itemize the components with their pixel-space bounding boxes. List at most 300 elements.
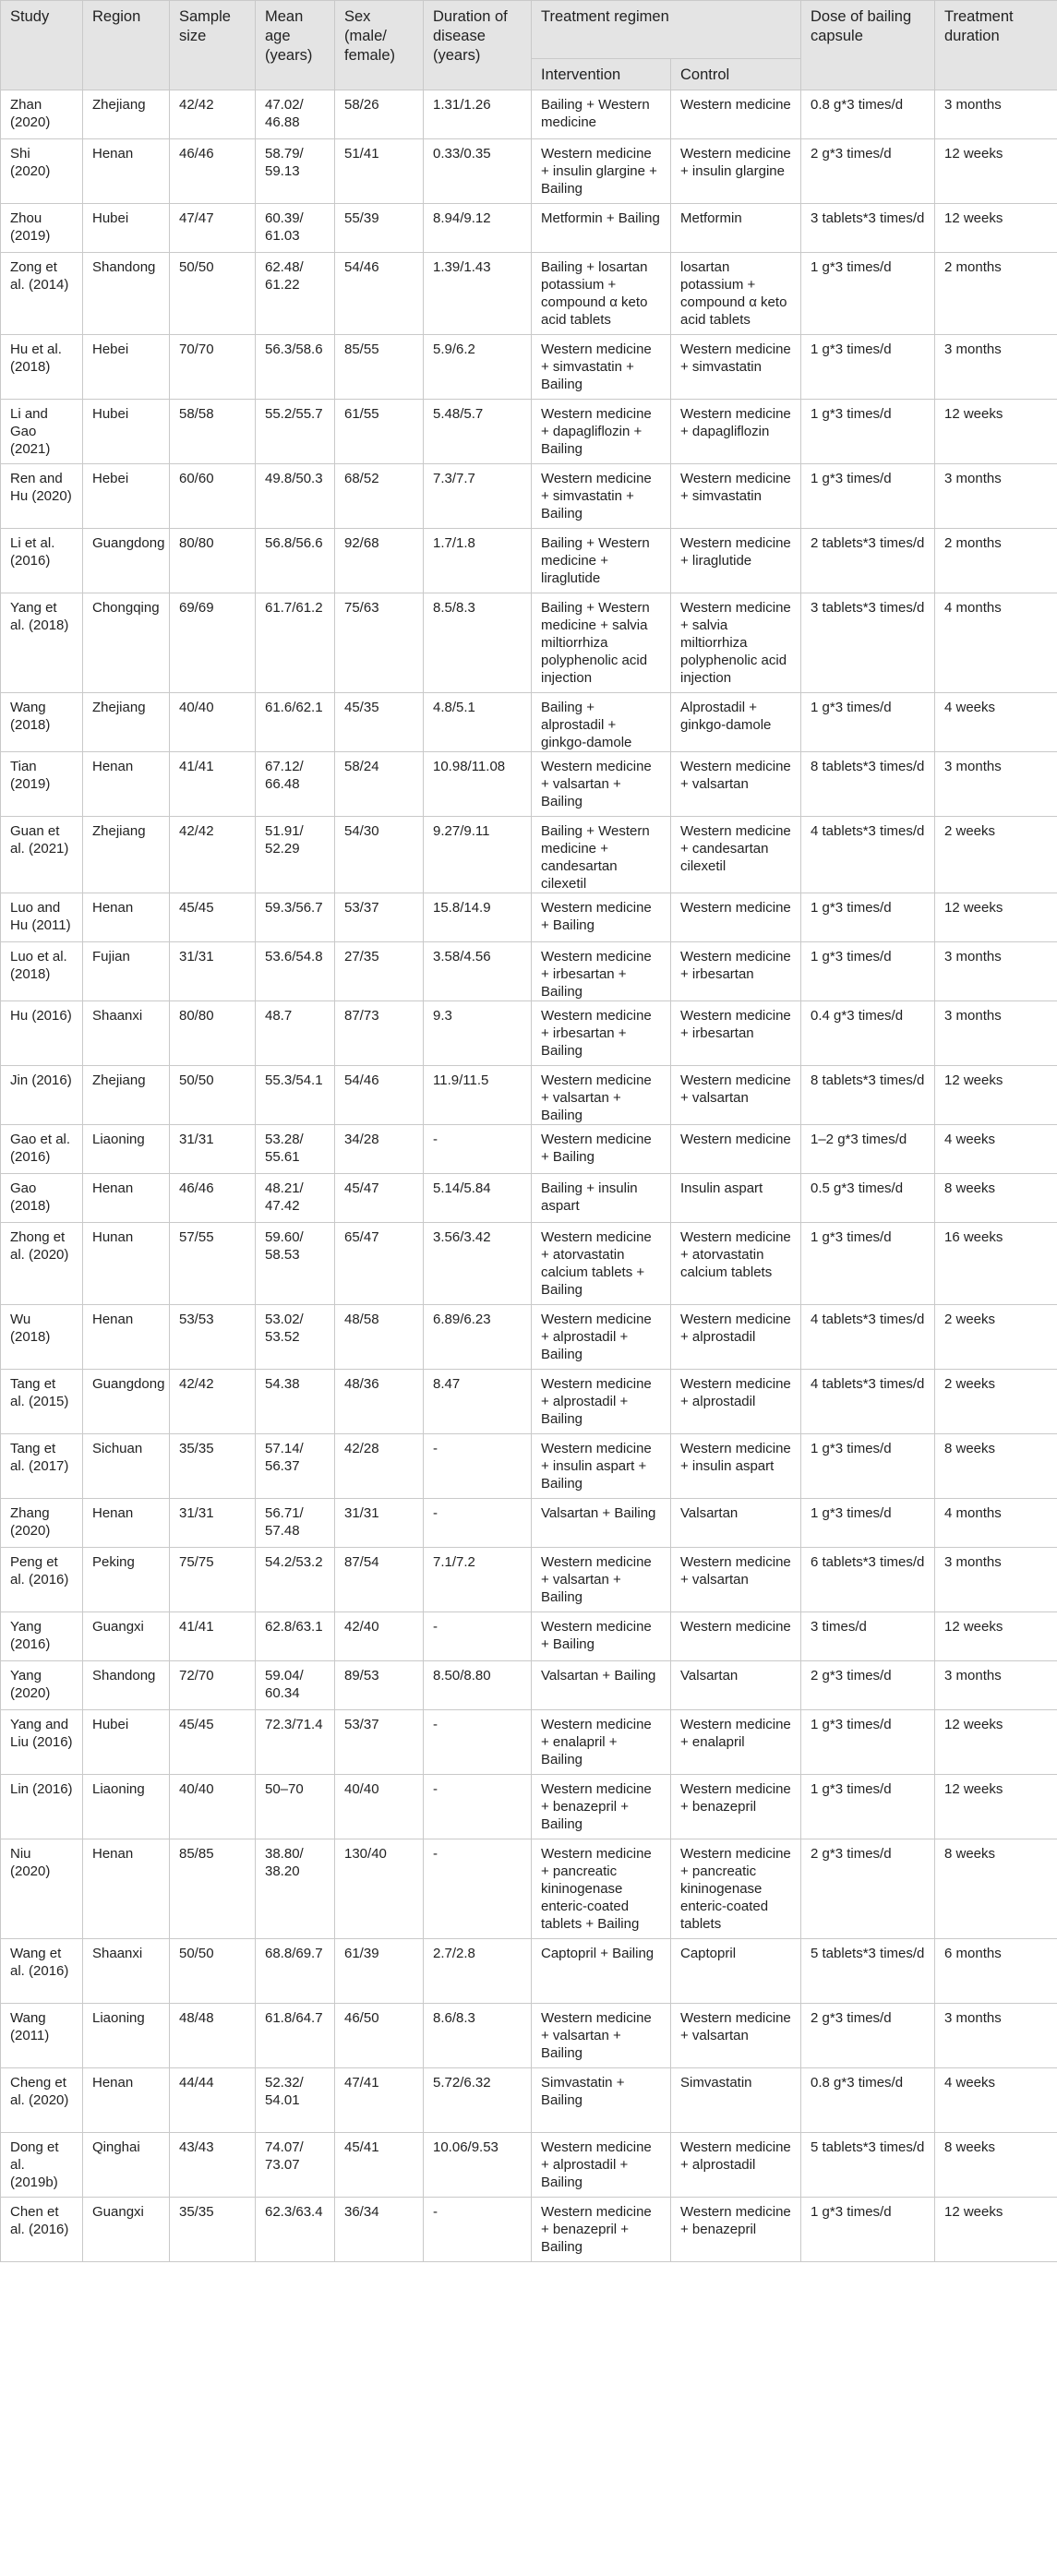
- table-row: [1, 1125, 1057, 1174]
- intervention-cell: Western medicine + alprostadil + Bailing: [532, 1305, 671, 1370]
- treatment-duration-cell: 4 weeks: [935, 2068, 1057, 2133]
- sex-cell: 45/41: [335, 2133, 424, 2198]
- dose-cell: 1 g*3 times/d: [801, 1710, 935, 1775]
- sex-cell: 54/46: [335, 1066, 424, 1125]
- dose-cell: 1 g*3 times/d: [801, 253, 935, 335]
- control-cell: Western medicine + dapagliflozin: [671, 400, 801, 464]
- header-duration-of-disease: Duration of disease (years): [424, 1, 532, 90]
- table-row: [1, 529, 1057, 593]
- mean-age-cell: 62.3/63.4: [256, 2198, 335, 2262]
- sex-cell: 48/36: [335, 1370, 424, 1434]
- region-cell: Zhejiang: [83, 817, 170, 893]
- region-cell: Liaoning: [83, 1775, 170, 1839]
- sex-cell: 85/55: [335, 335, 424, 400]
- mean-age-cell: 53.28/ 55.61: [256, 1125, 335, 1174]
- dose-cell: 1 g*3 times/d: [801, 942, 935, 1001]
- region-cell: Shaanxi: [83, 1939, 170, 2004]
- study-cell: Wang (2011): [1, 2004, 83, 2068]
- sex-cell: 46/50: [335, 2004, 424, 2068]
- study-cell: Zhang (2020): [1, 1499, 83, 1548]
- duration-cell: 3.56/3.42: [424, 1223, 532, 1305]
- control-cell: Western medicine + insulin glargine: [671, 139, 801, 204]
- sex-cell: 47/41: [335, 2068, 424, 2133]
- mean-age-cell: 48.21/ 47.42: [256, 1174, 335, 1223]
- dose-cell: 1 g*3 times/d: [801, 1775, 935, 1839]
- sex-cell: 89/53: [335, 1661, 424, 1710]
- control-cell: Western medicine + atorvastatin calcium tablets: [671, 1223, 801, 1305]
- treatment-duration-cell: 12 weeks: [935, 204, 1057, 253]
- control-cell: Western medicine + simvastatin: [671, 335, 801, 400]
- table-row: [1, 1548, 1057, 1612]
- table-row: [1, 1001, 1057, 1066]
- region-cell: Zhejiang: [83, 693, 170, 752]
- intervention-cell: Western medicine + pancreatic kininogenase enteric-coated tablets + Bailing: [532, 1839, 671, 1939]
- treatment-duration-cell: 8 weeks: [935, 1434, 1057, 1499]
- duration-cell: 5.9/6.2: [424, 335, 532, 400]
- study-cell: Yang (2020): [1, 1661, 83, 1710]
- mean-age-cell: 74.07/ 73.07: [256, 2133, 335, 2198]
- study-cell: Luo and Hu (2011): [1, 893, 83, 942]
- header-treatment-duration: Treatment duration: [935, 1, 1057, 90]
- region-cell: Sichuan: [83, 1434, 170, 1499]
- sample-size-cell: 48/48: [170, 2004, 256, 2068]
- intervention-cell: Bailing + insulin aspart: [532, 1174, 671, 1223]
- region-cell: Guangdong: [83, 1370, 170, 1434]
- dose-cell: 0.5 g*3 times/d: [801, 1174, 935, 1223]
- treatment-duration-cell: 4 months: [935, 1499, 1057, 1548]
- study-cell: Zong et al. (2014): [1, 253, 83, 335]
- sample-size-cell: 31/31: [170, 1125, 256, 1174]
- sample-size-cell: 42/42: [170, 1370, 256, 1434]
- treatment-duration-cell: 8 weeks: [935, 1174, 1057, 1223]
- study-cell: Dong et al. (2019b): [1, 2133, 83, 2198]
- study-cell: Jin (2016): [1, 1066, 83, 1125]
- dose-cell: 1 g*3 times/d: [801, 1434, 935, 1499]
- dose-cell: 1 g*3 times/d: [801, 1499, 935, 1548]
- dose-cell: 4 tablets*3 times/d: [801, 1370, 935, 1434]
- intervention-cell: Valsartan + Bailing: [532, 1499, 671, 1548]
- sample-size-cell: 58/58: [170, 400, 256, 464]
- sample-size-cell: 57/55: [170, 1223, 256, 1305]
- intervention-cell: Western medicine + simvastatin + Bailing: [532, 335, 671, 400]
- intervention-cell: Bailing + Western medicine: [532, 90, 671, 139]
- study-cell: Niu (2020): [1, 1839, 83, 1939]
- header-treatment-regimen: Treatment regimen: [532, 1, 801, 59]
- region-cell: Henan: [83, 1839, 170, 1939]
- table-row: [1, 1370, 1057, 1434]
- mean-age-cell: 50–70: [256, 1775, 335, 1839]
- mean-age-cell: 54.38: [256, 1370, 335, 1434]
- duration-cell: -: [424, 1710, 532, 1775]
- table-row: [1, 1305, 1057, 1370]
- region-cell: Zhejiang: [83, 90, 170, 139]
- intervention-cell: Western medicine + alprostadil + Bailing: [532, 1370, 671, 1434]
- dose-cell: 1 g*3 times/d: [801, 335, 935, 400]
- duration-cell: 8.47: [424, 1370, 532, 1434]
- treatment-duration-cell: 3 months: [935, 942, 1057, 1001]
- sex-cell: 61/39: [335, 1939, 424, 2004]
- mean-age-cell: 52.32/ 54.01: [256, 2068, 335, 2133]
- dose-cell: 2 tablets*3 times/d: [801, 529, 935, 593]
- table-row: [1, 1775, 1057, 1839]
- region-cell: Henan: [83, 752, 170, 817]
- duration-cell: 11.9/11.5: [424, 1066, 532, 1125]
- intervention-cell: Western medicine + valsartan + Bailing: [532, 1066, 671, 1125]
- mean-age-cell: 56.8/56.6: [256, 529, 335, 593]
- treatment-duration-cell: 2 weeks: [935, 817, 1057, 893]
- sample-size-cell: 70/70: [170, 335, 256, 400]
- treatment-duration-cell: 3 months: [935, 90, 1057, 139]
- control-cell: Western medicine + alprostadil: [671, 1370, 801, 1434]
- study-cell: Tian (2019): [1, 752, 83, 817]
- control-cell: Western medicine + valsartan: [671, 1066, 801, 1125]
- control-cell: Western medicine: [671, 1125, 801, 1174]
- sex-cell: 55/39: [335, 204, 424, 253]
- sample-size-cell: 45/45: [170, 893, 256, 942]
- treatment-duration-cell: 3 months: [935, 1548, 1057, 1612]
- dose-cell: 1 g*3 times/d: [801, 464, 935, 529]
- sample-size-cell: 85/85: [170, 1839, 256, 1939]
- duration-cell: 10.98/11.08: [424, 752, 532, 817]
- sex-cell: 53/37: [335, 893, 424, 942]
- sex-cell: 53/37: [335, 1710, 424, 1775]
- sex-cell: 34/28: [335, 1125, 424, 1174]
- sex-cell: 68/52: [335, 464, 424, 529]
- mean-age-cell: 72.3/71.4: [256, 1710, 335, 1775]
- mean-age-cell: 55.3/54.1: [256, 1066, 335, 1125]
- duration-cell: 1.7/1.8: [424, 529, 532, 593]
- duration-cell: 10.06/9.53: [424, 2133, 532, 2198]
- intervention-cell: Western medicine + valsartan + Bailing: [532, 752, 671, 817]
- study-cell: Guan et al. (2021): [1, 817, 83, 893]
- region-cell: Peking: [83, 1548, 170, 1612]
- mean-age-cell: 38.80/ 38.20: [256, 1839, 335, 1939]
- header-study: Study: [1, 1, 83, 90]
- control-cell: Western medicine + benazepril: [671, 1775, 801, 1839]
- mean-age-cell: 62.8/63.1: [256, 1612, 335, 1661]
- duration-cell: -: [424, 2198, 532, 2262]
- duration-cell: -: [424, 1612, 532, 1661]
- intervention-cell: Bailing + Western medicine + salvia miltiorrhiza polyphenolic acid injection: [532, 593, 671, 693]
- dose-cell: 1 g*3 times/d: [801, 1223, 935, 1305]
- dose-cell: 3 tablets*3 times/d: [801, 593, 935, 693]
- treatment-duration-cell: 12 weeks: [935, 139, 1057, 204]
- dose-cell: 8 tablets*3 times/d: [801, 1066, 935, 1125]
- dose-cell: 2 g*3 times/d: [801, 1839, 935, 1939]
- dose-cell: 5 tablets*3 times/d: [801, 1939, 935, 2004]
- region-cell: Henan: [83, 139, 170, 204]
- dose-cell: 0.8 g*3 times/d: [801, 90, 935, 139]
- sample-size-cell: 31/31: [170, 942, 256, 1001]
- control-cell: Western medicine + enalapril: [671, 1710, 801, 1775]
- duration-cell: 5.72/6.32: [424, 2068, 532, 2133]
- duration-cell: 15.8/14.9: [424, 893, 532, 942]
- mean-age-cell: 54.2/53.2: [256, 1548, 335, 1612]
- control-cell: losartan potassium + compound α keto acid tablets: [671, 253, 801, 335]
- treatment-duration-cell: 16 weeks: [935, 1223, 1057, 1305]
- treatment-duration-cell: 3 months: [935, 1661, 1057, 1710]
- intervention-cell: Simvastatin + Bailing: [532, 2068, 671, 2133]
- sex-cell: 87/73: [335, 1001, 424, 1066]
- sample-size-cell: 40/40: [170, 1775, 256, 1839]
- treatment-duration-cell: 12 weeks: [935, 400, 1057, 464]
- mean-age-cell: 56.71/ 57.48: [256, 1499, 335, 1548]
- sample-size-cell: 35/35: [170, 2198, 256, 2262]
- header-sex: Sex (male/ female): [335, 1, 424, 90]
- dose-cell: 1 g*3 times/d: [801, 2198, 935, 2262]
- control-cell: Western medicine: [671, 893, 801, 942]
- intervention-cell: Western medicine + benazepril + Bailing: [532, 1775, 671, 1839]
- duration-cell: 0.33/0.35: [424, 139, 532, 204]
- region-cell: Henan: [83, 893, 170, 942]
- table-row: [1, 204, 1057, 253]
- sample-size-cell: 72/70: [170, 1661, 256, 1710]
- mean-age-cell: 53.6/54.8: [256, 942, 335, 1001]
- treatment-duration-cell: 3 months: [935, 752, 1057, 817]
- intervention-cell: Western medicine + benazepril + Bailing: [532, 2198, 671, 2262]
- sample-size-cell: 42/42: [170, 817, 256, 893]
- control-cell: Insulin aspart: [671, 1174, 801, 1223]
- sex-cell: 75/63: [335, 593, 424, 693]
- mean-age-cell: 59.04/ 60.34: [256, 1661, 335, 1710]
- region-cell: Hubei: [83, 400, 170, 464]
- dose-cell: 0.4 g*3 times/d: [801, 1001, 935, 1066]
- sample-size-cell: 47/47: [170, 204, 256, 253]
- treatment-duration-cell: 4 months: [935, 593, 1057, 693]
- mean-age-cell: 68.8/69.7: [256, 1939, 335, 2004]
- sex-cell: 40/40: [335, 1775, 424, 1839]
- duration-cell: 4.8/5.1: [424, 693, 532, 752]
- study-cell: Lin (2016): [1, 1775, 83, 1839]
- table-row: [1, 464, 1057, 529]
- sex-cell: 61/55: [335, 400, 424, 464]
- intervention-cell: Bailing + alprostadil + ginkgo-damole: [532, 693, 671, 752]
- table-row: [1, 90, 1057, 139]
- treatment-duration-cell: 12 weeks: [935, 1612, 1057, 1661]
- mean-age-cell: 48.7: [256, 1001, 335, 1066]
- study-cell: Wu (2018): [1, 1305, 83, 1370]
- sample-size-cell: 75/75: [170, 1548, 256, 1612]
- mean-age-cell: 59.3/56.7: [256, 893, 335, 942]
- region-cell: Hubei: [83, 1710, 170, 1775]
- intervention-cell: Western medicine + irbesartan + Bailing: [532, 942, 671, 1001]
- sample-size-cell: 50/50: [170, 1939, 256, 2004]
- intervention-cell: Western medicine + simvastatin + Bailing: [532, 464, 671, 529]
- duration-cell: -: [424, 1839, 532, 1939]
- study-cell: Zhong et al. (2020): [1, 1223, 83, 1305]
- table-row: [1, 693, 1057, 752]
- region-cell: Henan: [83, 1499, 170, 1548]
- control-cell: Western medicine: [671, 90, 801, 139]
- header-region: Region: [83, 1, 170, 90]
- mean-age-cell: 67.12/ 66.48: [256, 752, 335, 817]
- intervention-cell: Western medicine + Bailing: [532, 893, 671, 942]
- duration-cell: -: [424, 1125, 532, 1174]
- treatment-duration-cell: 12 weeks: [935, 893, 1057, 942]
- sex-cell: 54/46: [335, 253, 424, 335]
- table-body: [1, 90, 1057, 2262]
- mean-age-cell: 49.8/50.3: [256, 464, 335, 529]
- dose-cell: 0.8 g*3 times/d: [801, 2068, 935, 2133]
- dose-cell: 6 tablets*3 times/d: [801, 1548, 935, 1612]
- control-cell: Valsartan: [671, 1661, 801, 1710]
- sex-cell: 42/40: [335, 1612, 424, 1661]
- sample-size-cell: 80/80: [170, 529, 256, 593]
- region-cell: Henan: [83, 1174, 170, 1223]
- sample-size-cell: 50/50: [170, 1066, 256, 1125]
- region-cell: Hebei: [83, 464, 170, 529]
- dose-cell: 2 g*3 times/d: [801, 2004, 935, 2068]
- control-cell: Alprostadil + ginkgo-damole: [671, 693, 801, 752]
- sample-size-cell: 41/41: [170, 752, 256, 817]
- mean-age-cell: 62.48/ 61.22: [256, 253, 335, 335]
- sample-size-cell: 69/69: [170, 593, 256, 693]
- control-cell: Western medicine: [671, 1612, 801, 1661]
- control-cell: Western medicine + pancreatic kininogenase enteric-coated tablets: [671, 1839, 801, 1939]
- region-cell: Guangdong: [83, 529, 170, 593]
- duration-cell: 9.27/9.11: [424, 817, 532, 893]
- table-row: [1, 335, 1057, 400]
- table-row: [1, 1710, 1057, 1775]
- study-cell: Shi (2020): [1, 139, 83, 204]
- control-cell: Western medicine + alprostadil: [671, 1305, 801, 1370]
- dose-cell: 2 g*3 times/d: [801, 1661, 935, 1710]
- intervention-cell: Metformin + Bailing: [532, 204, 671, 253]
- region-cell: Liaoning: [83, 1125, 170, 1174]
- sample-size-cell: 31/31: [170, 1499, 256, 1548]
- mean-age-cell: 59.60/ 58.53: [256, 1223, 335, 1305]
- duration-cell: 8.5/8.3: [424, 593, 532, 693]
- intervention-cell: Western medicine + atorvastatin calcium tablets + Bailing: [532, 1223, 671, 1305]
- study-cell: Yang et al. (2018): [1, 593, 83, 693]
- control-cell: Western medicine + liraglutide: [671, 529, 801, 593]
- duration-cell: 7.1/7.2: [424, 1548, 532, 1612]
- intervention-cell: Western medicine + alprostadil + Bailing: [532, 2133, 671, 2198]
- table-row: [1, 2068, 1057, 2133]
- sample-size-cell: 42/42: [170, 90, 256, 139]
- study-cell: Cheng et al. (2020): [1, 2068, 83, 2133]
- region-cell: Shandong: [83, 253, 170, 335]
- region-cell: Chongqing: [83, 593, 170, 693]
- region-cell: Liaoning: [83, 2004, 170, 2068]
- dose-cell: 1–2 g*3 times/d: [801, 1125, 935, 1174]
- study-cell: Ren and Hu (2020): [1, 464, 83, 529]
- sample-size-cell: 80/80: [170, 1001, 256, 1066]
- table-row: [1, 752, 1057, 817]
- sex-cell: 27/35: [335, 942, 424, 1001]
- header-sample-size: Sample size: [170, 1, 256, 90]
- table-row: [1, 1223, 1057, 1305]
- control-cell: Metformin: [671, 204, 801, 253]
- dose-cell: 3 times/d: [801, 1612, 935, 1661]
- sex-cell: 31/31: [335, 1499, 424, 1548]
- mean-age-cell: 56.3/58.6: [256, 335, 335, 400]
- treatment-duration-cell: 2 weeks: [935, 1305, 1057, 1370]
- table-row: [1, 817, 1057, 893]
- treatment-duration-cell: 12 weeks: [935, 1066, 1057, 1125]
- sex-cell: 51/41: [335, 139, 424, 204]
- sex-cell: 54/30: [335, 817, 424, 893]
- study-cell: Yang and Liu (2016): [1, 1710, 83, 1775]
- region-cell: Qinghai: [83, 2133, 170, 2198]
- dose-cell: 3 tablets*3 times/d: [801, 204, 935, 253]
- treatment-duration-cell: 3 months: [935, 2004, 1057, 2068]
- region-cell: Shaanxi: [83, 1001, 170, 1066]
- header-control: Control: [671, 59, 801, 90]
- control-cell: Western medicine + valsartan: [671, 2004, 801, 2068]
- control-cell: Western medicine + salvia miltiorrhiza polyphenolic acid injection: [671, 593, 801, 693]
- treatment-duration-cell: 8 weeks: [935, 1839, 1057, 1939]
- duration-cell: 8.50/8.80: [424, 1661, 532, 1710]
- intervention-cell: Western medicine + insulin glargine + Bailing: [532, 139, 671, 204]
- study-cell: Li and Gao (2021): [1, 400, 83, 464]
- dose-cell: 1 g*3 times/d: [801, 400, 935, 464]
- control-cell: Western medicine + candesartan cilexetil: [671, 817, 801, 893]
- study-cell: Zhan (2020): [1, 90, 83, 139]
- mean-age-cell: 60.39/ 61.03: [256, 204, 335, 253]
- table-row: [1, 1066, 1057, 1125]
- sample-size-cell: 44/44: [170, 2068, 256, 2133]
- intervention-cell: Bailing + losartan potassium + compound α keto acid tablets: [532, 253, 671, 335]
- sample-size-cell: 45/45: [170, 1710, 256, 1775]
- duration-cell: 2.7/2.8: [424, 1939, 532, 2004]
- study-cell: Zhou (2019): [1, 204, 83, 253]
- region-cell: Hebei: [83, 335, 170, 400]
- duration-cell: 8.94/9.12: [424, 204, 532, 253]
- sample-size-cell: 46/46: [170, 1174, 256, 1223]
- treatment-duration-cell: 4 weeks: [935, 1125, 1057, 1174]
- sex-cell: 58/24: [335, 752, 424, 817]
- mean-age-cell: 58.79/ 59.13: [256, 139, 335, 204]
- duration-cell: -: [424, 1499, 532, 1548]
- dose-cell: 1 g*3 times/d: [801, 693, 935, 752]
- study-cell: Luo et al. (2018): [1, 942, 83, 1001]
- table-row: [1, 1174, 1057, 1223]
- study-cell: Tang et al. (2015): [1, 1370, 83, 1434]
- control-cell: Valsartan: [671, 1499, 801, 1548]
- treatment-duration-cell: 6 months: [935, 1939, 1057, 2004]
- table-row: [1, 253, 1057, 335]
- mean-age-cell: 61.7/61.2: [256, 593, 335, 693]
- duration-cell: 8.6/8.3: [424, 2004, 532, 2068]
- header-intervention: Intervention: [532, 59, 671, 90]
- study-cell: Gao (2018): [1, 1174, 83, 1223]
- control-cell: Western medicine + simvastatin: [671, 464, 801, 529]
- table-row: [1, 1499, 1057, 1548]
- intervention-cell: Western medicine + irbesartan + Bailing: [532, 1001, 671, 1066]
- duration-cell: 9.3: [424, 1001, 532, 1066]
- sex-cell: 58/26: [335, 90, 424, 139]
- intervention-cell: Western medicine + Bailing: [532, 1612, 671, 1661]
- treatment-duration-cell: 3 months: [935, 335, 1057, 400]
- region-cell: Guangxi: [83, 2198, 170, 2262]
- table-row: [1, 139, 1057, 204]
- region-cell: Zhejiang: [83, 1066, 170, 1125]
- sample-size-cell: 53/53: [170, 1305, 256, 1370]
- sex-cell: 42/28: [335, 1434, 424, 1499]
- table-row: [1, 593, 1057, 693]
- sex-cell: 92/68: [335, 529, 424, 593]
- control-cell: Western medicine + irbesartan: [671, 1001, 801, 1066]
- table-row: [1, 1434, 1057, 1499]
- control-cell: Western medicine + alprostadil: [671, 2133, 801, 2198]
- region-cell: Hunan: [83, 1223, 170, 1305]
- control-cell: Western medicine + irbesartan: [671, 942, 801, 1001]
- study-cell: Chen et al. (2016): [1, 2198, 83, 2262]
- study-cell: Wang (2018): [1, 693, 83, 752]
- sample-size-cell: 35/35: [170, 1434, 256, 1499]
- table-row: [1, 2004, 1057, 2068]
